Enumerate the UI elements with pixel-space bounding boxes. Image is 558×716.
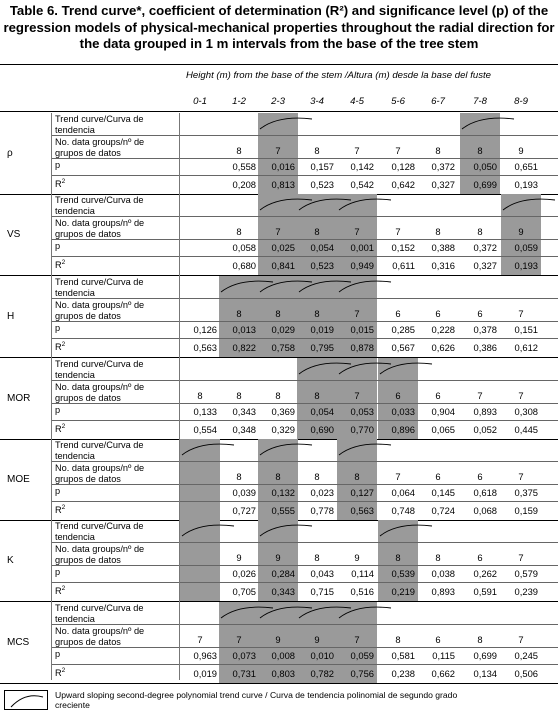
r2-cell: 0,748	[391, 505, 415, 516]
r2-cell: 0,193	[514, 179, 538, 190]
r2-cell: 0,065	[431, 424, 455, 435]
n-label: No. data groups/nº de grupos de datos	[55, 137, 145, 158]
n-cell: 8	[275, 308, 281, 319]
r2-cell: 0,611	[392, 260, 415, 271]
n-cell: 7	[354, 226, 360, 237]
p-cell: 0,001	[350, 242, 374, 253]
n-cell: 8	[314, 145, 320, 156]
r2-cell: 0,642	[391, 179, 415, 190]
n-cell: 7	[236, 634, 242, 645]
r2-label: $R^2$	[55, 667, 66, 679]
r2-label: $R^2$	[55, 341, 66, 353]
row-rule	[52, 256, 558, 257]
r2-label: $R^2$	[55, 585, 66, 597]
r2-cell: 0,626	[431, 342, 455, 353]
row-rule	[52, 216, 558, 217]
p-cell: 0,893	[473, 406, 497, 417]
r2-cell: 0,770	[350, 424, 374, 435]
shaded-column	[180, 439, 220, 520]
p-cell: 0,038	[431, 568, 455, 579]
row-rule	[52, 461, 558, 462]
r2-cell: 0,680	[232, 260, 256, 271]
n-cell: 8	[197, 390, 203, 401]
row-rule	[52, 135, 558, 136]
r2-cell: 0,068	[473, 505, 497, 516]
n-cell: 8	[395, 552, 401, 563]
n-cell: 7	[395, 145, 401, 156]
height-header: Height (m) from the base of the stem /Altura (m) desde la base del fuste	[186, 70, 492, 81]
r2-label: $R^2$	[55, 423, 66, 435]
n-cell: 7	[395, 226, 401, 237]
r2-cell: 0,699	[473, 179, 497, 190]
r2-cell: 0,715	[310, 586, 334, 597]
n-cell: 6	[477, 471, 483, 482]
p-cell: 0,343	[232, 406, 256, 417]
p-cell: 0,026	[232, 568, 256, 579]
r2-cell: 0,893	[431, 586, 455, 597]
p-cell: 0,054	[310, 406, 334, 417]
r2-cell: 0,052	[473, 424, 497, 435]
r2-cell: 0,949	[350, 260, 374, 271]
n-cell: 8	[314, 308, 320, 319]
n-cell: 9	[518, 145, 524, 156]
r2-cell: 0,727	[232, 505, 256, 516]
n-cell: 8	[354, 471, 360, 482]
r2-cell: 0,813	[271, 179, 295, 190]
row-rule	[52, 175, 558, 176]
col-sep	[51, 113, 52, 680]
r2-cell: 0,327	[431, 179, 455, 190]
r2-cell: 0,555	[271, 505, 295, 516]
row-rule	[52, 380, 558, 381]
legend-curve-icon	[4, 690, 48, 710]
n-label: No. data groups/nº de grupos de datos	[55, 626, 145, 647]
p-cell: 0,651	[514, 161, 538, 172]
n-cell: 8	[275, 390, 281, 401]
r2-cell: 0,554	[193, 424, 217, 435]
n-cell: 7	[518, 634, 524, 645]
n-cell: 8	[435, 145, 441, 156]
n-cell: 8	[236, 145, 242, 156]
row-rule	[52, 664, 558, 665]
p-cell: 0,579	[514, 568, 538, 579]
p-cell: 0,963	[193, 650, 217, 661]
n-cell: 9	[518, 226, 524, 237]
property-name: VS	[7, 228, 21, 240]
legend-line: creciente	[55, 700, 90, 710]
p-cell: 0,114	[351, 568, 374, 579]
r2-cell: 0,239	[514, 586, 538, 597]
p-cell: 0,308	[514, 406, 538, 417]
p-cell: 0,539	[391, 568, 415, 579]
p-cell: 0,372	[473, 242, 497, 253]
n-label: No. data groups/nº de grupos de datos	[55, 218, 145, 239]
r2-cell: 0,329	[271, 424, 295, 435]
n-cell: 7	[354, 145, 360, 156]
n-cell: 8	[314, 226, 320, 237]
p-cell: 0,152	[391, 242, 415, 253]
trend-label: Trend curve/Curva de tendencia	[55, 195, 144, 216]
r2-cell: 0,316	[431, 260, 455, 271]
p-cell: 0,285	[391, 324, 415, 335]
column-header: 0-1	[193, 96, 207, 107]
legend-line: Upward sloping second-degree polynomial trend curve / Curva de tendencia polinomial de segundo grado	[55, 690, 458, 700]
p-cell: 0,151	[514, 324, 538, 335]
r2-cell: 0,019	[193, 668, 217, 679]
title-line: Table 6. Trend curve*, coefficient of determination (R²) and significance level (p) of the	[9, 3, 549, 18]
n-cell: 8	[275, 471, 281, 482]
n-cell: 9	[275, 552, 281, 563]
r2-cell: 0,803	[271, 668, 295, 679]
r2-cell: 0,563	[350, 505, 374, 516]
row-rule	[52, 420, 558, 421]
column-header: 6-7	[431, 96, 445, 107]
top-rule	[0, 64, 558, 65]
n-cell: 6	[395, 390, 401, 401]
r2-cell: 0,523	[310, 260, 334, 271]
n-cell: 9	[354, 552, 360, 563]
n-cell: 9	[314, 634, 320, 645]
p-label: p	[55, 323, 61, 333]
trend-label: Trend curve/Curva de tendencia	[55, 277, 144, 298]
n-cell: 8	[477, 145, 483, 156]
row-rule	[52, 647, 558, 648]
row-rule	[52, 501, 558, 502]
n-cell: 6	[435, 471, 441, 482]
p-cell: 0,023	[310, 487, 334, 498]
p-cell: 0,262	[473, 568, 497, 579]
row-rule	[52, 338, 558, 339]
n-cell: 7	[518, 471, 524, 482]
title-line: the data grouped in 1 m intervals from the base of the tree stem	[79, 36, 479, 51]
p-cell: 0,618	[473, 487, 497, 498]
property-name: MCS	[7, 636, 30, 648]
n-cell: 8	[477, 226, 483, 237]
p-cell: 0,133	[193, 406, 217, 417]
p-cell: 0,059	[350, 650, 374, 661]
r2-cell: 0,822	[232, 342, 256, 353]
n-cell: 8	[236, 226, 242, 237]
r2-cell: 0,506	[514, 668, 538, 679]
n-cell: 6	[435, 634, 441, 645]
group-rule	[0, 357, 558, 358]
n-cell: 8	[395, 634, 401, 645]
p-cell: 0,128	[391, 161, 415, 172]
n-cell: 7	[518, 552, 524, 563]
row-rule	[52, 624, 558, 625]
p-cell: 0,375	[514, 487, 538, 498]
r2-cell: 0,542	[350, 179, 374, 190]
r2-cell: 0,348	[232, 424, 256, 435]
n-cell: 6	[477, 308, 483, 319]
p-cell: 0,054	[310, 242, 334, 253]
row-rule	[52, 298, 558, 299]
r2-cell: 0,523	[310, 179, 334, 190]
p-cell: 0,019	[310, 324, 334, 335]
p-cell: 0,029	[271, 324, 295, 335]
r2-cell: 0,386	[473, 342, 497, 353]
p-cell: 0,699	[473, 650, 497, 661]
r2-cell: 0,758	[271, 342, 295, 353]
n-cell: 7	[354, 390, 360, 401]
n-cell: 8	[477, 634, 483, 645]
p-cell: 0,142	[350, 161, 374, 172]
property-name: K	[7, 554, 14, 566]
column-header: 1-2	[232, 96, 246, 107]
n-cell: 7	[477, 390, 483, 401]
p-cell: 0,053	[350, 406, 374, 417]
n-cell: 7	[518, 390, 524, 401]
p-label: p	[55, 567, 61, 577]
n-cell: 9	[236, 552, 242, 563]
r2-label: $R^2$	[55, 504, 66, 516]
n-cell: 6	[435, 390, 441, 401]
p-cell: 0,388	[431, 242, 455, 253]
r2-cell: 0,567	[391, 342, 415, 353]
r2-cell: 0,208	[232, 179, 256, 190]
p-cell: 0,145	[431, 487, 455, 498]
r2-cell: 0,159	[514, 505, 538, 516]
property-name: MOR	[7, 392, 31, 404]
p-cell: 0,126	[193, 324, 217, 335]
row-rule	[52, 321, 558, 322]
p-label: p	[55, 160, 61, 170]
r2-cell: 0,516	[350, 586, 374, 597]
column-header: 2-3	[271, 96, 285, 107]
p-cell: 0,228	[431, 324, 455, 335]
r2-cell: 0,690	[310, 424, 334, 435]
p-cell: 0,115	[432, 650, 455, 661]
n-cell: 7	[354, 308, 360, 319]
n-cell: 8	[314, 471, 320, 482]
p-cell: 0,058	[232, 242, 256, 253]
p-cell: 0,039	[232, 487, 256, 498]
row-rule	[52, 403, 558, 404]
p-cell: 0,284	[271, 568, 295, 579]
n-cell: 7	[275, 226, 281, 237]
r2-cell: 0,778	[310, 505, 334, 516]
r2-cell: 0,193	[514, 260, 538, 271]
r2-cell: 0,219	[391, 586, 415, 597]
r2-cell: 0,563	[193, 342, 217, 353]
r2-cell: 0,841	[271, 260, 295, 271]
n-label: No. data groups/nº de grupos de datos	[55, 300, 145, 321]
p-cell: 0,016	[271, 161, 295, 172]
r2-cell: 0,896	[391, 424, 415, 435]
n-cell: 8	[435, 226, 441, 237]
r2-cell: 0,343	[271, 586, 295, 597]
n-cell: 7	[518, 308, 524, 319]
shaded-column	[180, 520, 220, 601]
p-cell: 0,904	[431, 406, 455, 417]
p-label: p	[55, 649, 61, 659]
row-rule	[52, 484, 558, 485]
p-label: p	[55, 241, 61, 251]
column-header: 8-9	[514, 96, 528, 107]
p-cell: 0,132	[271, 487, 295, 498]
row-rule	[52, 239, 558, 240]
p-cell: 0,064	[391, 487, 415, 498]
n-cell: 8	[236, 308, 242, 319]
n-cell: 6	[477, 552, 483, 563]
n-cell: 7	[395, 471, 401, 482]
r2-cell: 0,238	[391, 668, 415, 679]
p-cell: 0,245	[514, 650, 538, 661]
r2-cell: 0,591	[473, 586, 497, 597]
r2-cell: 0,662	[431, 668, 455, 679]
p-cell: 0,378	[473, 324, 497, 335]
p-cell: 0,558	[232, 161, 256, 172]
p-cell: 0,033	[391, 406, 415, 417]
p-cell: 0,372	[431, 161, 455, 172]
p-cell: 0,059	[514, 242, 538, 253]
r2-cell: 0,612	[514, 342, 538, 353]
column-header: 5-6	[391, 96, 405, 107]
p-cell: 0,025	[271, 242, 295, 253]
n-label: No. data groups/nº de grupos de datos	[55, 382, 145, 403]
p-cell: 0,050	[473, 161, 497, 172]
property-name: H	[7, 310, 15, 322]
n-cell: 7	[354, 634, 360, 645]
trend-label: Trend curve/Curva de tendencia	[55, 603, 144, 624]
p-cell: 0,013	[232, 324, 256, 335]
row-rule	[52, 542, 558, 543]
table-title	[0, 3, 558, 53]
n-cell: 6	[395, 308, 401, 319]
row-rule	[52, 565, 558, 566]
r2-cell: 0,756	[350, 668, 374, 679]
n-cell: 8	[236, 390, 242, 401]
trend-label: Trend curve/Curva de tendencia	[55, 521, 144, 542]
n-cell: 7	[275, 145, 281, 156]
p-cell: 0,073	[232, 650, 256, 661]
row-rule	[52, 158, 558, 159]
n-cell: 6	[435, 308, 441, 319]
r2-cell: 0,327	[473, 260, 497, 271]
r2-cell: 0,782	[310, 668, 334, 679]
r2-cell: 0,724	[431, 505, 455, 516]
p-cell: 0,008	[271, 650, 295, 661]
p-cell: 0,043	[310, 568, 334, 579]
n-cell: 8	[314, 552, 320, 563]
r2-cell: 0,705	[232, 586, 256, 597]
header-rule	[0, 111, 558, 112]
r2-label: $R^2$	[55, 178, 66, 190]
property-name: ρ	[7, 147, 13, 159]
n-cell: 9	[275, 634, 281, 645]
row-rule	[52, 582, 558, 583]
p-cell: 0,015	[350, 324, 374, 335]
n-label: No. data groups/nº de grupos de datos	[55, 463, 145, 484]
r2-cell: 0,878	[350, 342, 374, 353]
r2-cell: 0,795	[310, 342, 334, 353]
p-label: p	[55, 486, 61, 496]
p-cell: 0,010	[310, 650, 334, 661]
n-label: No. data groups/nº de grupos de datos	[55, 544, 145, 565]
trend-label: Trend curve/Curva de tendencia	[55, 440, 144, 461]
n-cell: 8	[314, 390, 320, 401]
p-cell: 0,127	[350, 487, 374, 498]
column-header: 3-4	[310, 96, 324, 107]
column-header: 7-8	[473, 96, 487, 107]
trend-label: Trend curve/Curva de tendencia	[55, 114, 144, 135]
p-label: p	[55, 405, 61, 415]
r2-cell: 0,134	[473, 668, 497, 679]
r2-label: $R^2$	[55, 259, 66, 271]
r2-cell: 0,445	[514, 424, 538, 435]
property-name: MOE	[7, 473, 30, 485]
n-cell: 8	[435, 552, 441, 563]
r2-cell: 0,731	[232, 668, 256, 679]
legend-text	[55, 690, 555, 710]
p-cell: 0,157	[310, 161, 334, 172]
n-cell: 7	[197, 634, 203, 645]
p-cell: 0,369	[271, 406, 295, 417]
trend-label: Trend curve/Curva de tendencia	[55, 359, 144, 380]
p-cell: 0,581	[391, 650, 415, 661]
col-sep	[179, 113, 180, 680]
title-line: regression models of physical-mechanical properties throughout the radial direction for	[3, 19, 555, 35]
n-cell: 8	[236, 471, 242, 482]
column-header: 4-5	[350, 96, 364, 107]
group-rule	[0, 683, 558, 684]
